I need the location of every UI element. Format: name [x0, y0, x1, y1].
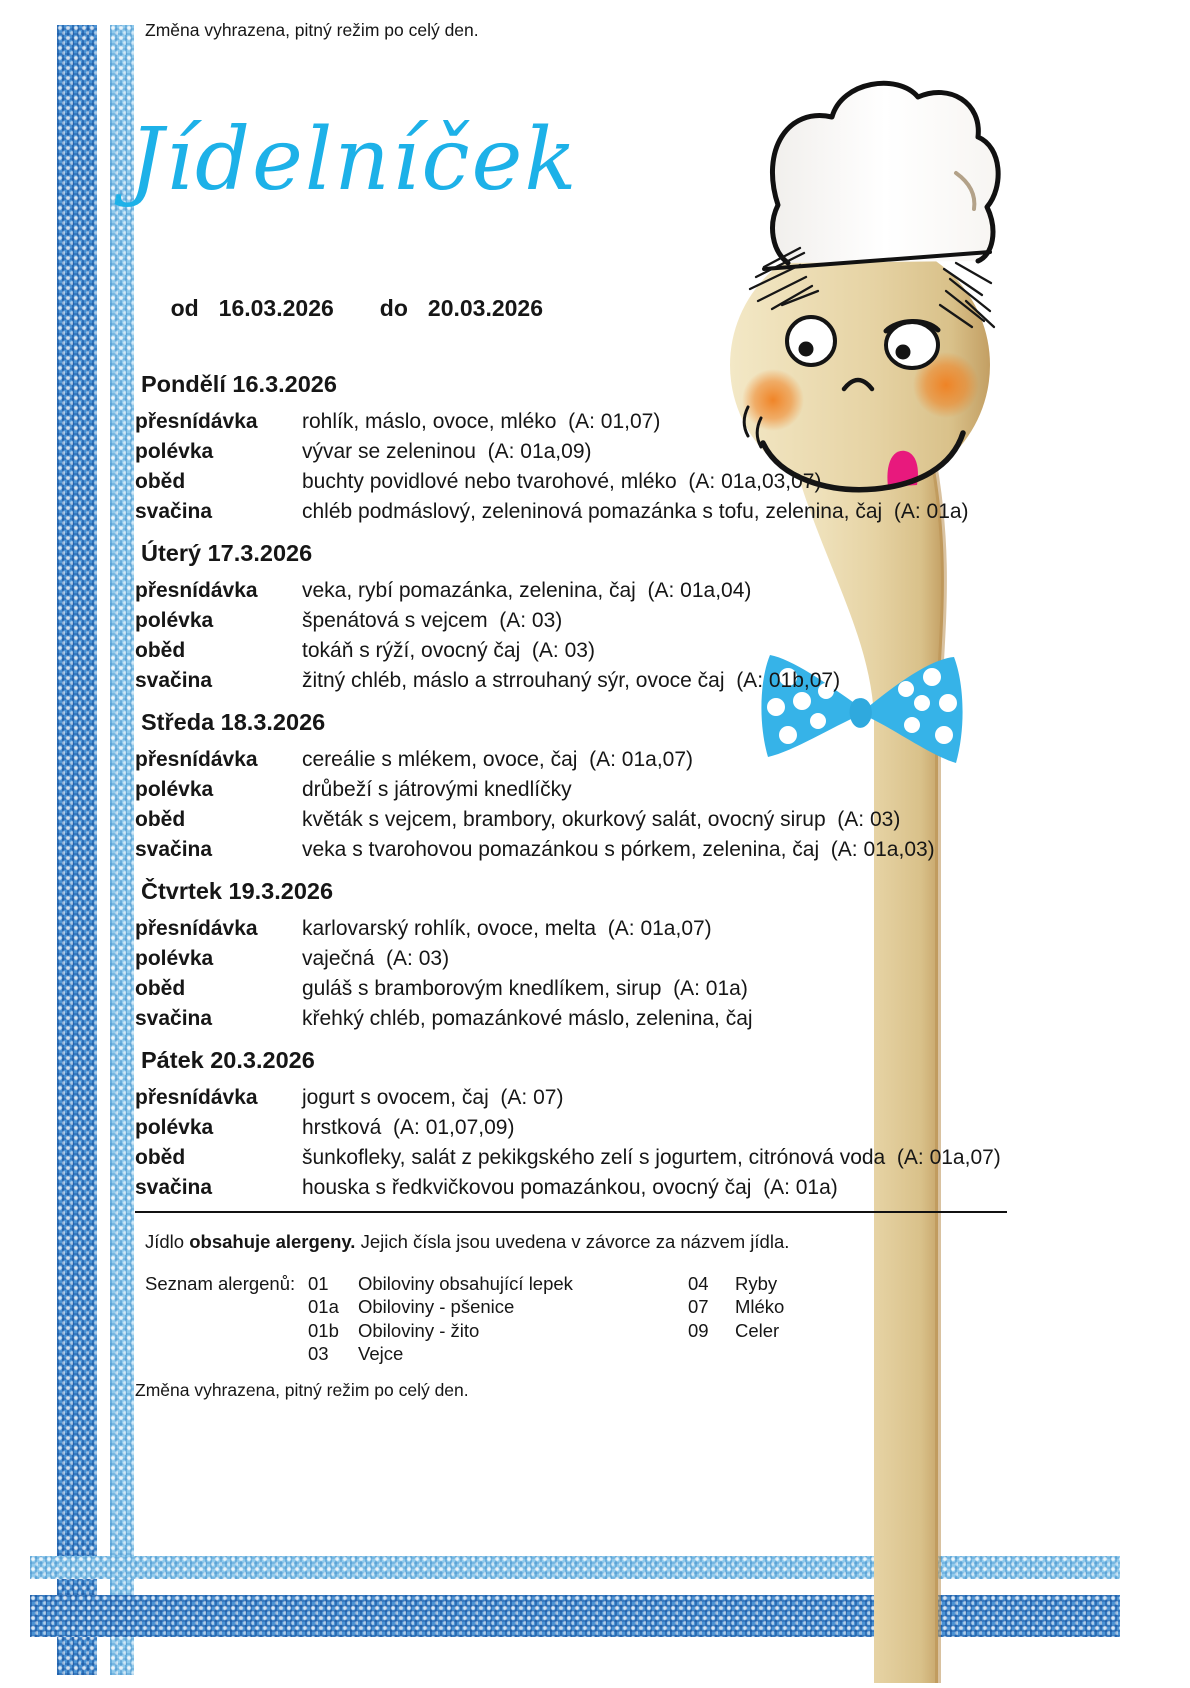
day-heading: Pondělí 16.3.2026	[141, 370, 337, 397]
meal-text: tokáň s rýží, ovocný čaj (A: 03)	[302, 638, 595, 662]
meal-label: svačina	[135, 668, 213, 692]
allergen-note-rest: Jejich čísla jsou uvedena v závorce za názvem jídla.	[355, 1231, 790, 1253]
date-to-value: 20.03.2026	[427, 294, 544, 321]
bottom-note: Změna vyhrazena, pitný režim po celý den.	[135, 1379, 469, 1400]
day-section-tuesday	[135, 540, 1095, 696]
allergen-code: 01a	[308, 1296, 339, 1318]
meal-label: oběd	[135, 807, 186, 831]
left-ribbon-dark	[57, 25, 97, 1675]
meal-row	[135, 497, 1095, 527]
meal-label: polévka	[135, 777, 214, 801]
meal-text: šunkofleky, salát z pekikgského zelí s jogurtem, citrónová voda (A: 01a,07)	[302, 1145, 1001, 1169]
divider-line	[135, 1211, 1007, 1213]
day-section-wednesday	[135, 709, 1095, 865]
meal-label: přesnídávka	[135, 409, 258, 433]
meal-row	[135, 745, 1095, 775]
day-heading: Úterý 17.3.2026	[141, 539, 313, 566]
day-heading: Pátek 20.3.2026	[141, 1046, 315, 1073]
meal-label: oběd	[135, 469, 186, 493]
day-heading: Čtvrtek 19.3.2026	[141, 877, 334, 904]
meal-label: polévka	[135, 1115, 214, 1139]
date-to-label: do	[379, 294, 408, 321]
day-section-friday	[135, 1047, 1095, 1203]
meal-row	[135, 1143, 1095, 1173]
meal-label: oběd	[135, 1145, 186, 1169]
allergen-list	[145, 1272, 1095, 1366]
meal-text: křehký chléb, pomazánkové máslo, zelenina, čaj	[302, 1006, 753, 1030]
meal-row	[135, 606, 1095, 636]
meal-label: svačina	[135, 499, 213, 523]
meal-row	[135, 576, 1095, 606]
meal-text: karlovarský rohlík, ovoce, melta (A: 01a,07)	[302, 916, 712, 940]
day-heading: Středa 18.3.2026	[141, 708, 326, 735]
allergen-code: 01	[308, 1272, 329, 1294]
allergen-list-label: Seznam alergenů:	[145, 1272, 296, 1294]
allergen-code: 07	[688, 1296, 709, 1318]
meal-row	[135, 1173, 1095, 1203]
meal-text: jogurt s ovocem, čaj (A: 07)	[302, 1085, 564, 1109]
allergen-code: 03	[308, 1343, 329, 1365]
meal-text: buchty povidlové nebo tvarohové, mléko (A: 01a,03,07)	[302, 469, 822, 493]
meal-row	[135, 974, 1095, 1004]
meal-text: veka, rybí pomazánka, zelenina, čaj (A: 01a,04)	[302, 578, 752, 602]
meal-text: veka s tvarohovou pomazánkou s pórkem, zelenina, čaj (A: 01a,03)	[302, 837, 935, 861]
meal-label: přesnídávka	[135, 1085, 258, 1109]
page-title: Jídelníček	[129, 110, 579, 210]
allergen-note	[145, 1231, 1095, 1253]
meal-label: přesnídávka	[135, 747, 258, 771]
day-section-thursday	[135, 878, 1095, 1034]
allergen-name: Obiloviny - pšenice	[358, 1296, 515, 1318]
meal-text: houska s ředkvičkovou pomazánkou, ovocný čaj (A: 01a)	[302, 1175, 838, 1199]
allergen-name: Obiloviny obsahující lepek	[358, 1272, 573, 1294]
allergen-name: Mléko	[735, 1296, 785, 1318]
meal-row	[135, 407, 1095, 437]
allergen-code: 04	[688, 1272, 709, 1294]
meal-row	[135, 467, 1095, 497]
allergen-name: Ryby	[735, 1272, 778, 1294]
allergen-name: Celer	[735, 1319, 780, 1341]
allergen-note-prefix: Jídlo	[145, 1231, 190, 1253]
meal-row	[135, 1113, 1095, 1143]
meal-label: polévka	[135, 608, 214, 632]
meal-text: chléb podmáslový, zeleninová pomazánka s tofu, zelenina, čaj (A: 01a)	[302, 499, 969, 523]
meal-text: rohlík, máslo, ovoce, mléko (A: 01,07)	[302, 409, 661, 433]
meal-text: vývar se zeleninou (A: 01a,09)	[302, 439, 592, 463]
meal-row	[135, 775, 1095, 805]
meal-text: drůbeží s játrovými knedlíčky	[302, 777, 572, 801]
meal-row	[135, 666, 1095, 696]
meal-text: špenátová s vejcem (A: 03)	[302, 608, 563, 632]
meal-text: žitný chléb, máslo a strrouhaný sýr, ovoce čaj (A: 01b,07)	[302, 668, 841, 692]
meal-row	[135, 1083, 1095, 1113]
meal-text: hrstková (A: 01,07,09)	[302, 1115, 515, 1139]
top-note: Změna vyhrazena, pitný režim po celý den.	[145, 20, 479, 40]
meal-label: polévka	[135, 946, 214, 970]
meal-label: svačina	[135, 1175, 213, 1199]
left-ribbon-light	[110, 25, 134, 1675]
meal-label: přesnídávka	[135, 578, 258, 602]
allergen-name: Obiloviny - žito	[358, 1319, 480, 1341]
date-from-label: od	[170, 294, 199, 321]
meal-row	[135, 835, 1095, 865]
allergen-note-bold: obsahuje alergeny.	[189, 1231, 356, 1253]
meal-row	[135, 437, 1095, 467]
day-section-monday	[135, 371, 1095, 527]
allergen-code: 01b	[308, 1319, 339, 1341]
meal-label: oběd	[135, 638, 186, 662]
meal-label: přesnídávka	[135, 916, 258, 940]
meal-text: květák s vejcem, brambory, okurkový salát, ovocný sirup (A: 03)	[302, 807, 901, 831]
meal-text: cereálie s mlékem, ovoce, čaj (A: 01a,07)	[302, 747, 694, 771]
meal-text: vaječná (A: 03)	[302, 946, 450, 970]
meal-label: svačina	[135, 1006, 213, 1030]
meal-row	[135, 944, 1095, 974]
allergen-name: Vejce	[358, 1343, 404, 1365]
meal-label: svačina	[135, 837, 213, 861]
meal-text: guláš s bramborovým knedlíkem, sirup (A: 01a)	[302, 976, 748, 1000]
meal-label: oběd	[135, 976, 186, 1000]
date-from-value: 16.03.2026	[218, 294, 334, 321]
allergen-code: 09	[688, 1319, 709, 1341]
meal-row	[135, 914, 1095, 944]
menu-document	[129, 20, 1095, 1401]
date-range	[145, 268, 1095, 349]
meal-row	[135, 1004, 1095, 1034]
meal-row	[135, 636, 1095, 666]
meal-row	[135, 805, 1095, 835]
meal-label: polévka	[135, 439, 214, 463]
